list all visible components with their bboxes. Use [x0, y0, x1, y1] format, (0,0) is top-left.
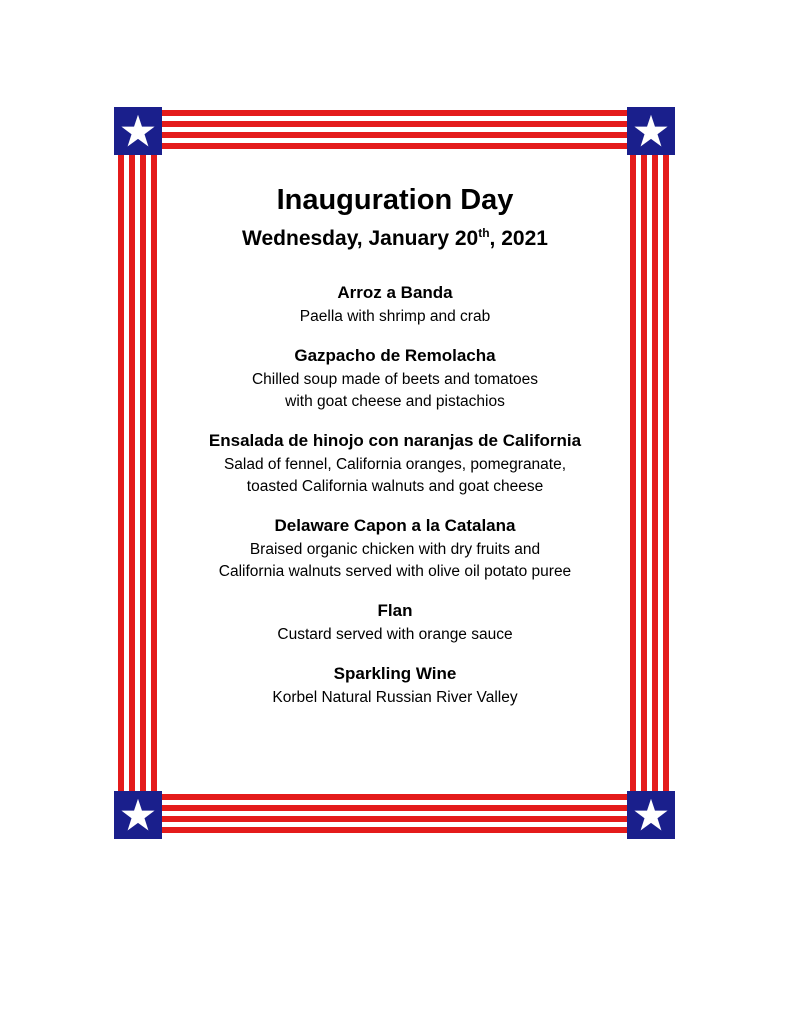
course-description — [160, 306, 630, 328]
course-name: Arroz a Banda — [337, 283, 453, 302]
star-icon — [120, 113, 156, 149]
menu-title: Inauguration Day — [276, 184, 514, 216]
course-item — [160, 515, 630, 583]
course-item — [160, 345, 630, 413]
date-year: , 2021 — [489, 227, 548, 250]
course-name: Ensalada de hinojo con naranjas de California — [208, 431, 582, 450]
date-ordinal: th — [478, 226, 490, 240]
top-stripes — [160, 110, 630, 150]
course-description — [160, 454, 630, 498]
course-name: Delaware Capon a la Catalana — [274, 516, 516, 535]
menu-date — [160, 224, 630, 254]
description-line: toasted California walnuts and goat cheese — [246, 478, 544, 495]
description-line: with goat cheese and pistachios — [285, 393, 505, 410]
course-item — [160, 430, 630, 498]
corner-bottom-right — [627, 791, 675, 839]
course-description — [160, 369, 630, 413]
bottom-stripes — [160, 794, 630, 834]
description-line: Custard served with orange sauce — [277, 626, 513, 643]
star-icon — [633, 797, 669, 833]
star-icon — [120, 797, 156, 833]
course-description — [160, 539, 630, 583]
description-line: California walnuts served with olive oil potato puree — [218, 563, 572, 580]
menu-content — [160, 182, 630, 709]
description-line: Paella with shrimp and crab — [299, 308, 491, 325]
corner-top-right — [627, 107, 675, 155]
right-stripes — [630, 155, 670, 792]
description-line: Braised organic chicken with dry fruits and — [249, 541, 541, 558]
course-name: Sparkling Wine — [333, 664, 457, 683]
description-line: Salad of fennel, California oranges, pomegranate, — [223, 456, 567, 473]
date-text: Wednesday, January 20 — [242, 227, 479, 250]
course-name: Flan — [377, 601, 413, 620]
corner-bottom-left — [114, 791, 162, 839]
description-line: Korbel Natural Russian River Valley — [272, 689, 518, 706]
left-stripes — [118, 155, 158, 792]
course-description — [160, 624, 630, 646]
description-line: Chilled soup made of beets and tomatoes — [251, 371, 539, 388]
star-icon — [633, 113, 669, 149]
course-item — [160, 600, 630, 646]
corner-top-left — [114, 107, 162, 155]
course-item — [160, 282, 630, 328]
course-description — [160, 687, 630, 709]
course-item — [160, 663, 630, 709]
course-name: Gazpacho de Remolacha — [294, 346, 496, 365]
